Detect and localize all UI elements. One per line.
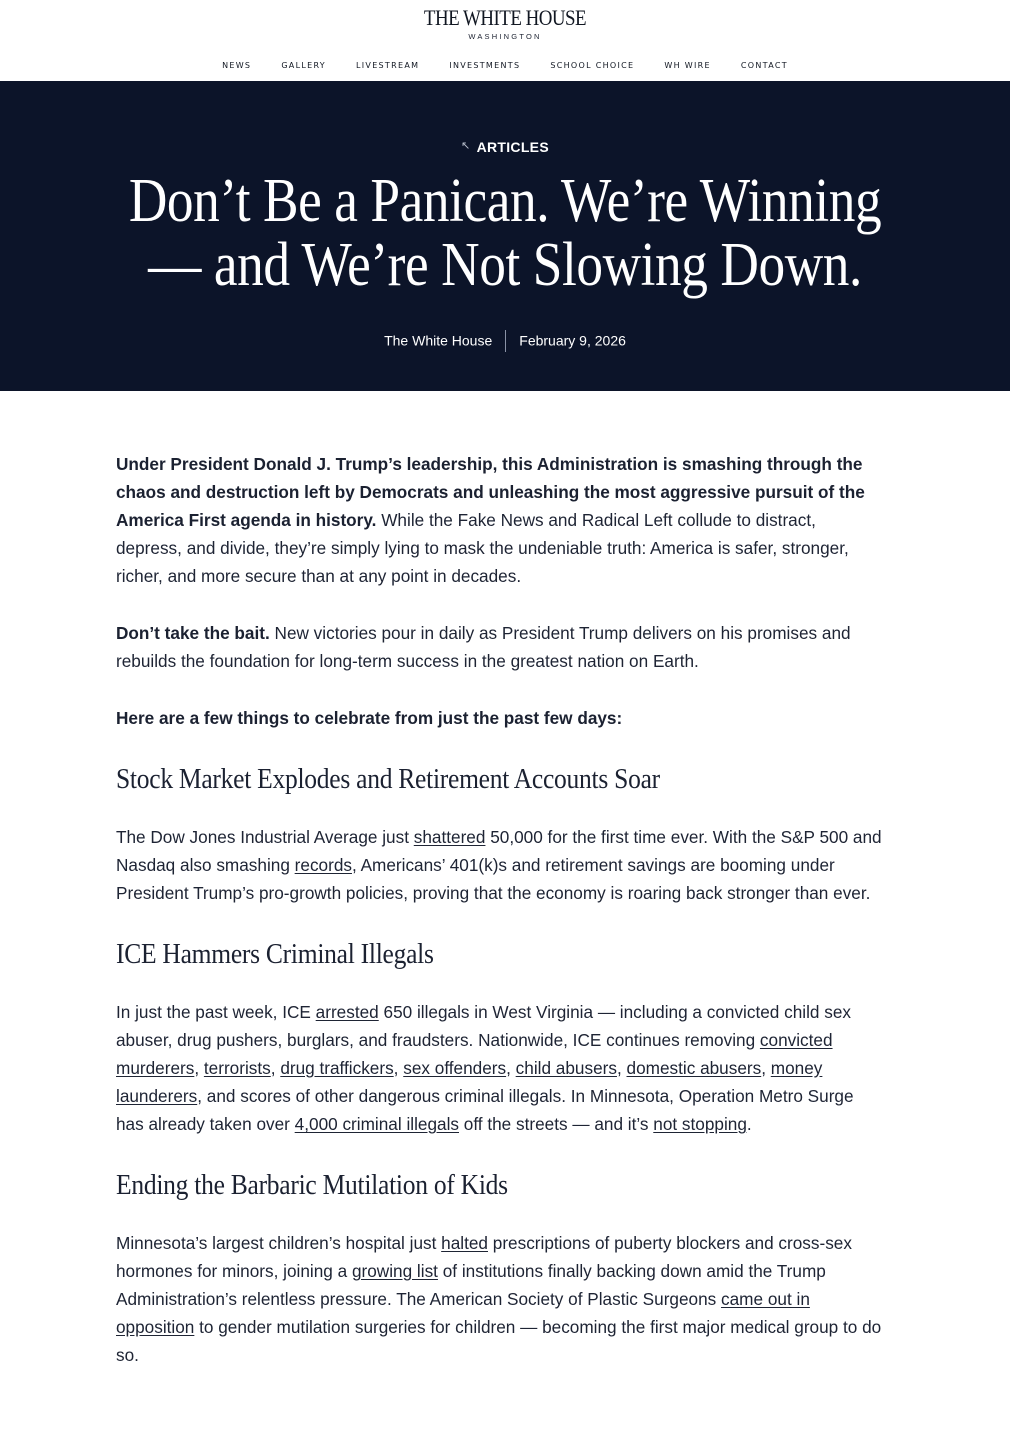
- text: , and scores of other dangerous criminal illegals. In Minnesota, Operation Metro Surge has already taken over: [116, 1086, 854, 1134]
- text: 650 illegals in West Virginia — including a convicted child sex abuser, drug pushers, burglars, and fraudsters. Nationwide, ICE continues removing: [116, 1002, 852, 1050]
- celebrate-bold: Here are a few things to celebrate from just the past few days:: [116, 708, 623, 728]
- link-arrested[interactable]: arrested: [315, 1002, 379, 1022]
- nav-item-investments[interactable]: INVESTMENTS: [449, 61, 521, 70]
- article-meta: [0, 331, 1010, 353]
- main-nav: [0, 60, 1010, 72]
- bait-text: New victories pour in daily as President Trump delivers on his promises and rebuilds the foundation for long-term success in the greatest nation on Earth.: [116, 623, 851, 671]
- link-records[interactable]: records: [294, 855, 352, 875]
- category-link[interactable]: [0, 138, 1010, 158]
- link-drug-traffickers[interactable]: drug traffickers: [280, 1058, 394, 1078]
- title-line-2: — and We’re Not Slowing Down.: [148, 231, 862, 299]
- intro-bold: Under President Donald J. Trump’s leadership, this Administration is smashing through the chaos and destruction left by Democrats and unleashing the most aggressive pursuit of the America First agenda in history.: [116, 454, 865, 530]
- meta-divider: [505, 330, 506, 352]
- nav-item-gallery[interactable]: GALLERY: [281, 61, 326, 70]
- nav-item-school-choice[interactable]: SCHOOL CHOICE: [550, 61, 635, 70]
- link-child-abusers[interactable]: child abusers: [515, 1058, 617, 1078]
- nav-item-livestream[interactable]: LIVESTREAM: [356, 61, 420, 70]
- mutilation-paragraph: [116, 1229, 886, 1369]
- text: 50,000 for the first time ever. With the S&P 500 and Nasdaq also smashing: [116, 827, 882, 875]
- page-title: [122, 169, 887, 297]
- link-convicted[interactable]: convicted: [759, 1030, 833, 1050]
- link-not-stopping[interactable]: not stopping: [653, 1114, 747, 1134]
- text: to gender mutilation surgeries for children — becoming the first major medical group to do so.: [116, 1317, 882, 1365]
- author: The White House: [384, 332, 493, 349]
- bait-bold: Don’t take the bait.: [116, 623, 270, 643]
- link-halted[interactable]: halted: [441, 1233, 488, 1253]
- ice-paragraph: In just the past week, ICE arrested 650 illegals in West Virginia — including a convicted child sex abuser, drug pushers, burglars, and fraudsters. Nationwide, ICE continues removing convicted murderers, terrorists, drug traffickers, sex offenders, child abusers, domestic abusers, money launderers, and scores of other dangerous criminal illegals. In Minnesota, Operation Metro Surge has already taken over 4,000 criminal illegals off the streets — and it’s not stopping.: [116, 1002, 854, 1134]
- text: of institutions finally backing down amid the Trump Administration’s relentless pressure. The American Society of Plastic Surgeons: [116, 1261, 826, 1309]
- section-heading-stock-market: Stock Market Explodes and Retirement Accounts Soar: [116, 763, 660, 795]
- nav-item-news[interactable]: NEWS: [222, 61, 252, 70]
- link-came-out-in-opposition[interactable]: came out in opposition: [116, 1289, 810, 1337]
- article-body: [116, 450, 886, 1398]
- text: off the streets — and it’s: [459, 1114, 654, 1134]
- link-sex-offenders[interactable]: sex offenders: [403, 1058, 507, 1078]
- text: In just the past week, ICE: [116, 1002, 316, 1022]
- nav-item-wh-wire[interactable]: WH WIRE: [664, 61, 711, 70]
- intro-paragraph: [116, 450, 886, 590]
- title-line-1: Don’t Be a Panican. We’re Winning: [128, 167, 882, 235]
- arrow-up-left-icon: ↖: [461, 140, 471, 152]
- text: prescriptions of puberty blockers and cross-sex hormones for minors, joining a: [116, 1233, 852, 1281]
- link-terrorists[interactable]: terrorists: [203, 1058, 271, 1078]
- intro-text: While the Fake News and Radical Left collude to distract, depress, and divide, they’re simply lying to mask the undeniable truth: America is safer, stronger, richer, and more secure than at any point in decades.: [116, 510, 849, 586]
- category-label: ARTICLES: [476, 139, 549, 155]
- link-domestic-abusers[interactable]: domestic abusers: [626, 1058, 762, 1078]
- section-heading-mutilation: Ending the Barbaric Mutilation of Kids: [116, 1169, 508, 1201]
- bait-paragraph: [116, 619, 886, 675]
- logo-subtitle: WASHINGTON: [468, 32, 542, 41]
- logo-title: THE WHITE HOUSE: [423, 5, 587, 30]
- text: Minnesota’s largest children’s hospital just: [116, 1233, 442, 1253]
- stock-market-paragraph: [116, 823, 886, 907]
- text: .: [746, 1114, 752, 1134]
- site-header: [0, 0, 1010, 81]
- celebrate-paragraph: [116, 704, 886, 732]
- section-heading-ice: ICE Hammers Criminal Illegals: [116, 938, 434, 970]
- link-4000-criminal-illegals[interactable]: 4,000 criminal illegals: [294, 1114, 459, 1134]
- article-hero: [0, 81, 1010, 391]
- publish-date: February 9, 2026: [519, 332, 626, 349]
- nav-item-contact[interactable]: CONTACT: [740, 61, 788, 70]
- link-murderers[interactable]: murderers: [116, 1058, 195, 1078]
- text: The Dow Jones Industrial Average just: [116, 827, 414, 847]
- link-money-launderers[interactable]: money launderers: [116, 1058, 823, 1106]
- link-growing-list[interactable]: growing list: [351, 1261, 438, 1281]
- text: , Americans’ 401(k)s and retirement savings are booming under President Trump’s pro-growth policies, proving that the economy is roaring back stronger than ever.: [116, 855, 871, 903]
- link-shattered[interactable]: shattered: [413, 827, 486, 847]
- white-house-logo[interactable]: [0, 6, 1010, 42]
